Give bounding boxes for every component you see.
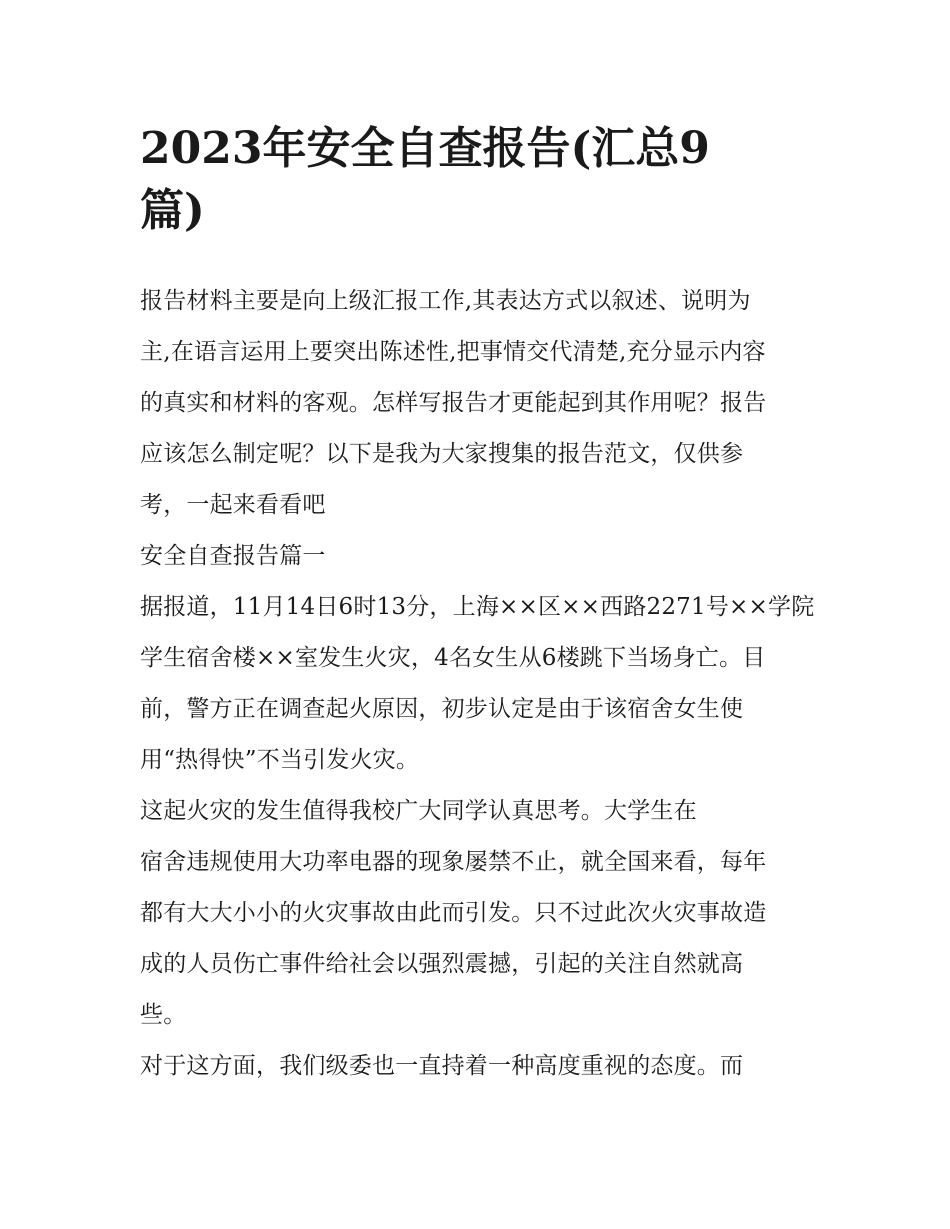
document-title [140,118,790,242]
text-line: 前，警方正在调查起火原因，初步认定是由于该宿舍女生使 [140,696,744,722]
text-line: 对于这方面，我们级委也一直持着一种高度重视的态度。而 [140,1053,744,1079]
title-line: 篇) [140,185,205,236]
text-line: 学生宿舍楼××室发生火灾，4名女生从6楼跳下当场身亡。目 [140,645,766,671]
text-line: 安全自查报告篇一 [140,543,326,569]
text-line: 成的人员伤亡事件给社会以强烈震撼，引起的关注自然就高 [140,951,744,977]
text-line: 这起火灾的发生值得我校广大同学认真思考。大学生在 [140,798,697,824]
text-line: 报告材料主要是向上级汇报工作,其表达方式以叙述、说明为 [140,288,751,314]
intro-paragraph [140,276,812,531]
body-paragraph [140,1041,812,1092]
body-paragraph [140,582,815,786]
text-line: 用“热得快”不当引发火灾。 [140,747,420,773]
section-heading [140,531,812,582]
text-line: 些。 [140,1002,187,1028]
document-body [140,276,815,1092]
text-line: 都有大大小小的火灾事故由此而引发。只不过此次火灾事故造 [140,900,767,926]
text-line: 宿舍违规使用大功率电器的现象屡禁不止，就全国来看，每年 [140,849,767,875]
text-line: 考，一起来看看吧 [140,492,326,518]
text-line: 主,在语言运用上要突出陈述性,把事情交代清楚,充分显示内容 [140,339,766,365]
text-line: 据报道，11月14日6时13分，上海××区××西路2271号××学院 [140,594,815,620]
text-line: 的真实和材料的客观。怎样写报告才更能起到其作用呢？报告 [140,390,767,416]
body-paragraph [140,786,812,1041]
title-line: 2023年安全自查报告(汇总9 [140,123,710,174]
text-line: 应该怎么制定呢？以下是我为大家搜集的报告范文，仅供参 [140,441,744,467]
